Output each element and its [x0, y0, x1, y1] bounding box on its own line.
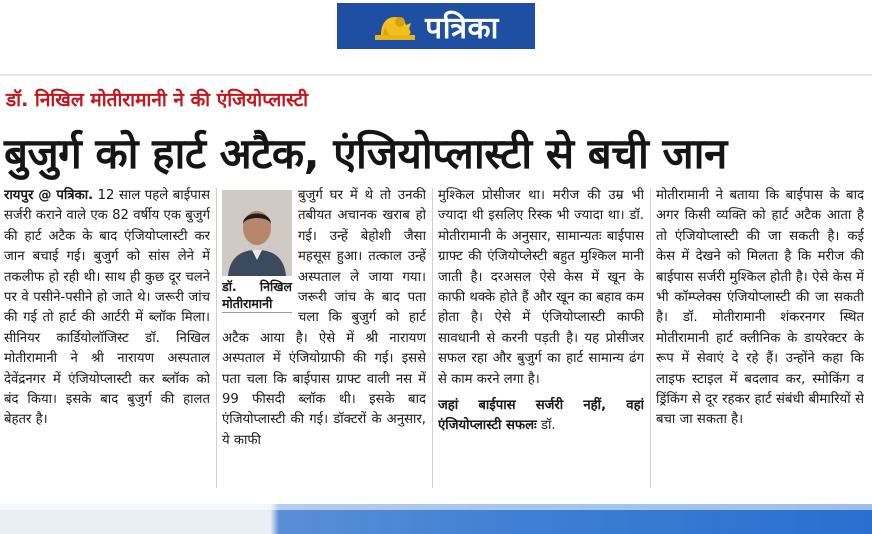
photo-caption: डॉ. निखिल मोतीरामानी: [222, 279, 292, 311]
dateline: रायपुर @ पत्रिका.: [4, 188, 94, 203]
divider: [0, 74, 872, 76]
article-headline: बुजुर्ग को हार्ट अटैक, एंजियोप्लास्टी से बची जान: [4, 129, 727, 178]
brand-name: पत्रिका: [425, 10, 499, 46]
column-3-text: मुश्किल प्रोसीजर था। मरीज की उम्र भी ज्यादा थी इसलिए रिस्क भी ज्यादा था। डॉ. मोतीरामानी के अनुसार, सामान्यतः बाईपास ग्राफ्ट की एंजियोप्लेस्टी बहुत मुश्किल मानी जाती है। दरअसल ऐसे केस में खून के काफी थक्के होते हैं और खून का बहाव कम होता है। ऐसे में एंजियोप्लास्टी काफी सावधानी से करनी पड़ती है। यह प्रोसीजर सफल रहा और बुजुर्ग का हार्ट सामान्य ढंग से काम करने लगा है।: [438, 188, 644, 387]
author-photo-block: [222, 190, 292, 313]
portrait-icon: [222, 190, 292, 276]
article-kicker: डॉ. निखिल मोतीरामानी ने की एंजियोप्लास्टी: [6, 89, 309, 111]
subhead-tail: डॉ.: [540, 418, 556, 434]
column-4-text: मोतीरामानी ने बताया कि बाईपास के बाद अगर किसी व्यक्ति को हार्ट अटैक आता है तो एंजियोप्लास्टी की जा सकती है। कई केस में देखने को मिलता है कि मरीज की बाईपास सर्जरी मुश्किल होती है। ऐसे केस में भी कॉम्प्लेक्स एंजियोप्लास्टी की जा सकती है। डॉ. मोतीरामानी शंकरनगर स्थित मोतीरामानी हार्ट क्लीनिक के डायरेक्टर के रूप में सेवाएं दे रहे हैं। उन्होंने कहा कि लाइफ स्टाइल में बदलाव कर, स्मोकिंग व ड्रिंकिंग से दूर रहकर हार्ट संबंधी बीमारियों से बचा जा सकता है।: [656, 188, 864, 428]
bottom-band: [0, 504, 872, 534]
band-highlight: [0, 504, 872, 510]
article-column-3: [438, 186, 644, 492]
article-subhead: जहां बाईपास सर्जरी नहीं, वहां एंजियोप्लास्टी सफलः: [438, 398, 644, 434]
article-column-1: [4, 186, 210, 492]
column-divider: [432, 188, 433, 488]
masthead-logo: [337, 3, 535, 49]
lion-icon: [373, 9, 417, 43]
column-1-text: 12 साल पहले बाईपास सर्जरी कराने वाले एक 82 वर्षीय एक बुजुर्ग की हार्ट अटैक के बाद एंजियोप्लास्टी कर जान बचाई गई। बुजुर्ग को सांस लेने में तकलीफ हो रही थी। साथ ही कुछ दूर चलने पर वे पसीने-पसीने हो जाते थे। जरूरी जांच की गई तो हार्ट की आर्टरी में ब्लॉक मिला। सीनियर कार्डियोलॉजिस्ट डॉ. निखिल मोतीरामानी ने श्री नारायण अस्पताल देवेंद्रनगर में एंजियोप्लास्टी कर ब्लॉक को बंद किया। इसके बाद बुजुर्ग की हालत बेहतर है।: [4, 188, 210, 428]
column-2-text: बुजुर्ग घर में थे तो उनकी तबीयत अचानक खराब हो गई। उन्हें बेहोशी जैसा महसूस हुआ। तत्काल उन्हें अस्पताल ले जाया गया। जरूरी जांच के बाद पता चला कि बुजुर्ग को हार्ट अटैक आया है। ऐसे में श्री नारायण अस्पताल में एंजियोग्राफी की गई। इससे पता चला कि बाईपास ग्राफ्ट वाली नस में 99 फीसदी ब्लॉक थी। इसके बाद एंजियोप्लास्टी की गई। डॉक्टरों के अनुसार, ये काफी: [222, 188, 426, 448]
doctor-photo: [222, 190, 292, 276]
article-column-2: [222, 186, 426, 492]
column-divider: [216, 188, 217, 488]
article-column-4: [656, 186, 864, 492]
article-body: [4, 186, 868, 494]
column-divider: [650, 188, 651, 488]
